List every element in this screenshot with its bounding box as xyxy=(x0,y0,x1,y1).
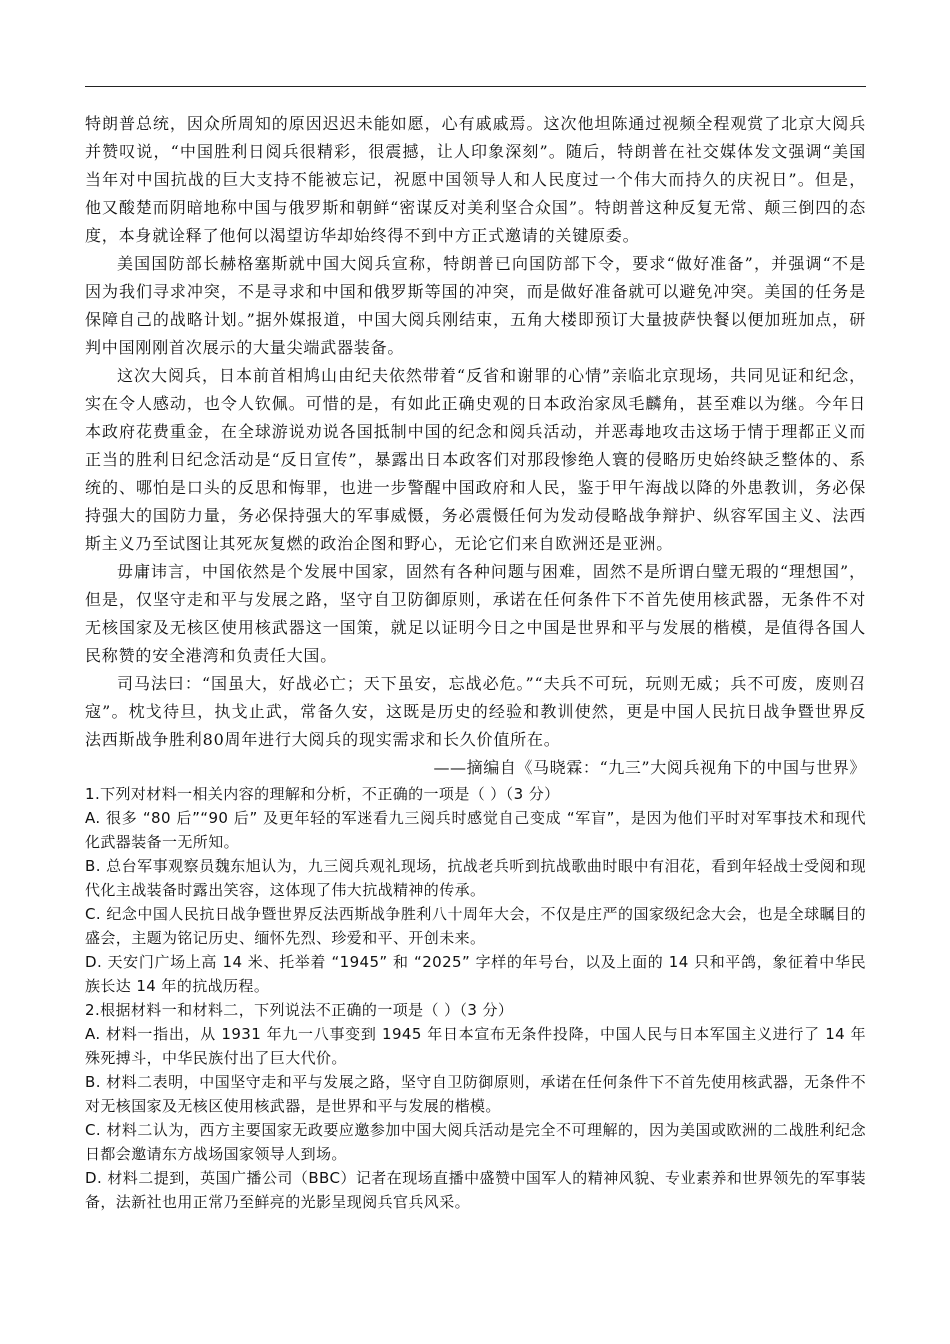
header-divider xyxy=(85,86,866,87)
question-option-c: C. 材料二认为，西方主要国家无政要应邀参加中国大阅兵活动是完全不可理解的，因为美国或欧洲的二战胜利纪念日都会邀请东方战场国家领导人到场。 xyxy=(85,1121,866,1163)
question-stem: 1.下列对材料一相关内容的理解和分析，不正确的一项是（ ）（3 分） xyxy=(85,785,560,803)
article-paragraph: 毋庸讳言，中国依然是个发展中国家，固然有各种问题与困难，固然不是所谓白璧无瑕的“理想国”，但是，仅坚守走和平与发展之路，坚守自卫防御原则，承诺在任何条件下不首先使用核武器，无条件不对无核国家及无核区使用核武器这一国策，就足以证明今日之中国是世界和平与发展的楷模，是值得各国人民称赞的安全港湾和负责任大国。 xyxy=(85,562,866,665)
question-option-a: A. 很多 “80 后”“90 后” 及更年轻的军迷看九三阅兵时感觉自己变成 “军盲”，是因为他们平时对军事技术和现代化武器装备一无所知。 xyxy=(85,809,866,851)
question-option-d: D. 材料二提到，英国广播公司（BBC）记者在现场直播中盛赞中国军人的精神风貌、专业素养和世界领先的军事装备，法新社也用正常乃至鲜亮的光影呈现阅兵官兵风采。 xyxy=(85,1169,866,1211)
article-paragraph: 这次大阅兵，日本前首相鸠山由纪夫依然带着“反省和谢罪的心情”亲临北京现场，共同见证和纪念，实在令人感动，也令人钦佩。可惜的是，有如此正确史观的日本政治家凤毛麟角，甚至难以为继。今年日本政府花费重金，在全球游说劝说各国抵制中国的纪念和阅兵活动，并恶毒地攻击这场于情于理都正义而正当的胜利日纪念活动是“反日宣传”，暴露出日本政客们对那段惨绝人寰的侵略历史始终缺乏整体的、系统的、哪怕是口头的反思和悔罪，也进一步警醒中国政府和人民，鉴于甲午海战以降的外患教训，务必保持强大的国防力量，务必保持强大的军事威慑，务必震慑任何为发动侵略战争辩护、纵容军国主义、法西斯主义乃至试图让其死灰复燃的政治企图和野心，无论它们来自欧洲还是亚洲。 xyxy=(85,366,866,553)
question-stem: 2.根据材料一和材料二，下列说法不正确的一项是（ ）（3 分） xyxy=(85,1001,514,1019)
question-option-b: B. 材料二表明，中国坚守走和平与发展之路，坚守自卫防御原则，承诺在任何条件下不首先使用核武器，无条件不对无核国家及无核区使用核武器，是世界和平与发展的楷模。 xyxy=(85,1073,866,1115)
question-2 xyxy=(85,998,866,1214)
article-paragraph: 美国国防部长赫格塞斯就中国大阅兵宣称，特朗普已向国防部下令，要求“做好准备”，并强调“不是因为我们寻求冲突，不是寻求和中国和俄罗斯等国的冲突，而是做好准备就可以避免冲突。美国的任务是保障自己的战略计划。”据外媒报道，中国大阅兵刚结束，五角大楼即预订大量披萨快餐以便加班加点，研判中国刚刚首次展示的大量尖端武器装备。 xyxy=(85,254,866,357)
article-source: ——摘编自《马晓霖：“九三”大阅兵视角下的中国与世界》 xyxy=(433,758,866,777)
question-option-d: D. 天安门广场上高 14 米、托举着 “1945” 和 “2025” 字样的年号台，以及上面的 14 只和平鸽，象征着中华民族长达 14 年的抗战历程。 xyxy=(85,953,866,995)
page-content xyxy=(85,110,866,1214)
question-option-c: C. 纪念中国人民抗日战争暨世界反法西斯战争胜利八十周年大会，不仅是庄严的国家级纪念大会，也是全球瞩目的盛会，主题为铭记历史、缅怀先烈、珍爱和平、开创未来。 xyxy=(85,905,866,947)
article-paragraph: 特朗普总统，因众所周知的原因迟迟未能如愿，心有戚戚焉。这次他坦陈通过视频全程观赏了北京大阅兵并赞叹说，“中国胜利日阅兵很精彩，很震撼，让人印象深刻”。随后，特朗普在社交媒体发文强调“美国当年对中国抗战的巨大支持不能被忘记，祝愿中国领导人和人民度过一个伟大而持久的庆祝日”。但是，他又酸楚而阴暗地称中国与俄罗斯和朝鲜“密谋反对美利坚合众国”。特朗普这种反复无常、颠三倒四的态度，本身就诠释了他何以渴望访华却始终得不到中方正式邀请的关键原委。 xyxy=(85,114,866,245)
article-paragraph: 司马法曰：“国虽大，好战必亡；天下虽安，忘战必危。”“夫兵不可玩，玩则无威；兵不可废，废则召寇”。枕戈待旦，执戈止武，常备久安，这既是历史的经验和教训使然，更是中国人民抗日战争暨世界反法西斯战争胜利80周年进行大阅兵的现实需求和长久价值所在。 xyxy=(85,674,866,749)
question-1 xyxy=(85,782,866,998)
question-option-b: B. 总台军事观察员魏东旭认为，九三阅兵观礼现场，抗战老兵听到抗战歌曲时眼中有泪花，看到年轻战士受阅和现代化主战装备时露出笑容，这体现了伟大抗战精神的传承。 xyxy=(85,857,866,899)
question-option-a: A. 材料一指出，从 1931 年九一八事变到 1945 年日本宣布无条件投降，中国人民与日本军国主义进行了 14 年殊死搏斗，中华民族付出了巨大代价。 xyxy=(85,1025,866,1067)
